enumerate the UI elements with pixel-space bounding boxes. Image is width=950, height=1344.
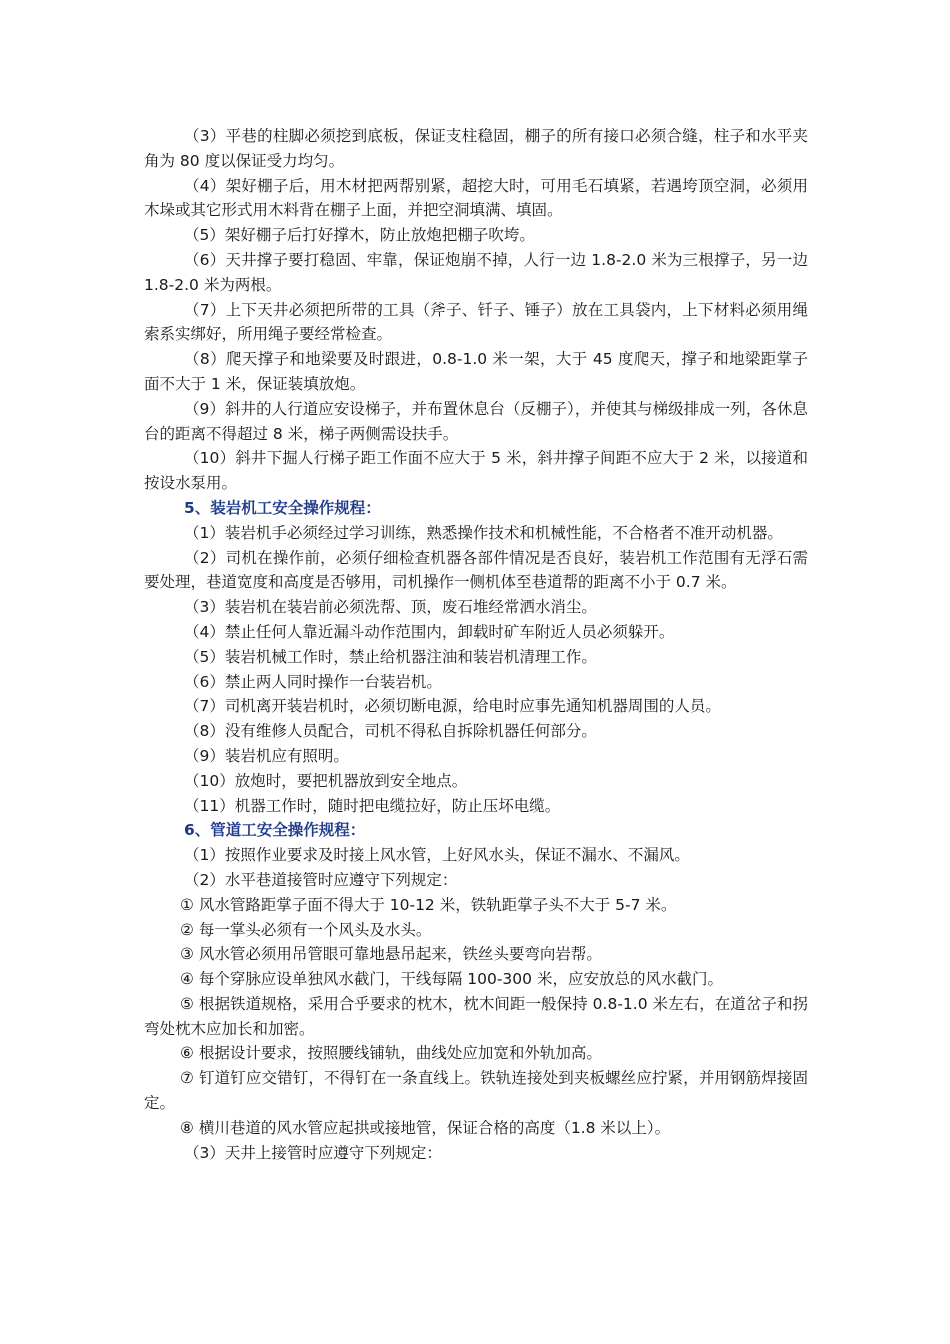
paragraph: （3）天井上接管时应遵守下列规定： [184, 1143, 442, 1162]
paragraph: （4）架好棚子后，用木材把两帮别紧，超挖大时，可用毛石填紧，若遇垮顶空洞，必须用木垛或其它形式用木料背在棚子上面，并把空洞填满、填固。 [144, 176, 808, 220]
paragraph: （2）司机在操作前，必须仔细检查机器各部件情况是否良好，装岩机工作范围有无浮石需要处理，巷道宽度和高度是否够用，司机操作一侧机体至巷道帮的距离不小于 0.7 米。 [144, 548, 808, 592]
paragraph: （7）司机离开装岩机时，必须切断电源，给电时应事先通知机器周围的人员。 [184, 697, 721, 716]
paragraph: （4）禁止任何人靠近漏斗动作范围内，卸载时矿车附近人员必须躲开。 [184, 622, 675, 641]
paragraph: （5）装岩机械工作时，禁止给机器注油和装岩机清理工作。 [184, 647, 597, 666]
list-item: ⑦ 钉道钉应交错钉，不得钉在一条直线上。铁轨连接处到夹板螺丝应拧紧，并用钢筋焊接固定。 [144, 1069, 808, 1113]
paragraph: （1）装岩机手必须经过学习训练，熟悉操作技术和机械性能，不合格者不准开动机器。 [184, 523, 783, 542]
paragraph: （2）水平巷道接管时应遵守下列规定： [184, 870, 458, 889]
paragraph: （3）装岩机在装岩前必须洗帮、顶，废石堆经常洒水消尘。 [184, 598, 597, 617]
paragraph: （6）天井撑子要打稳固、牢靠，保证炮崩不掉，人行一边 1.8-2.0 米为三根撑子，另一边 1.8-2.0 米为两根。 [144, 250, 808, 294]
list-item: ① 风水管路距掌子面不得大于 10-12 米，铁轨距掌子头不大于 5-7 米。 [180, 895, 677, 914]
section-heading: 6、管道工安全操作规程： [184, 821, 366, 840]
paragraph: （3）平巷的柱脚必须挖到底板，保证支柱稳固，棚子的所有接口必须合缝，柱子和水平夹角为 80 度以保证受力均匀。 [144, 127, 808, 170]
list-item: ③ 风水管必须用吊管眼可靠地悬吊起来，铁丝头要弯向岩帮。 [180, 945, 602, 964]
paragraph: （9）装岩机应有照明。 [184, 746, 349, 765]
list-item: ⑧ 横川巷道的风水管应起拱或接地管，保证合格的高度（1.8 米以上）。 [180, 1118, 671, 1137]
list-item: ⑥ 根据设计要求，按照腰线铺轨，曲线处应加宽和外轨加高。 [180, 1044, 602, 1063]
paragraph: （11）机器工作时，随时把电缆拉好，防止压坏电缆。 [184, 796, 561, 815]
list-item: ⑤ 根据铁道规格，采用合乎要求的枕木，枕木间距一般保持 0.8-1.0 米左右，在道岔子和拐弯处枕木应加长和加密。 [144, 994, 808, 1038]
paragraph: （9）斜井的人行道应安设梯子，并布置休息台（反棚子），并使其与梯级排成一列，各休息台的距离不得超过 8 米，梯子两侧需设扶手。 [144, 399, 808, 443]
paragraph: （1）按照作业要求及时接上风水管，上好风水头，保证不漏水、不漏风。 [184, 846, 690, 865]
paragraph: （5）架好棚子后打好撑木，防止放炮把棚子吹垮。 [184, 226, 535, 245]
paragraph: （8）没有维修人员配合，司机不得私自拆除机器任何部分。 [184, 722, 597, 741]
list-item: ④ 每个穿脉应设单独风水截门，干线每隔 100-300 米，应安放总的风水截门。 [180, 970, 723, 989]
paragraph: （10）斜井下掘人行梯子距工作面不应大于 5 米，斜井撑子间距不应大于 2 米，以接道和按设水泵用。 [144, 449, 808, 493]
paragraph: （8）爬天撑子和地梁要及时跟进，0.8-1.0 米一架，大于 45 度爬天，撑子和地梁距掌子面不大于 1 米，保证装填放炮。 [144, 350, 808, 393]
section-heading: 5、装岩机工安全操作规程： [184, 498, 381, 517]
paragraph: （6）禁止两人同时操作一台装岩机。 [184, 672, 442, 691]
paragraph: （10）放炮时，要把机器放到安全地点。 [184, 771, 468, 790]
paragraph: （7）上下天井必须把所带的工具（斧子、钎子、锤子）放在工具袋内，上下材料必须用绳索系实绑好，所用绳子要经常检查。 [144, 300, 808, 344]
list-item: ② 每一掌头必须有一个风头及水头。 [180, 920, 432, 939]
document-page [144, 124, 808, 1165]
